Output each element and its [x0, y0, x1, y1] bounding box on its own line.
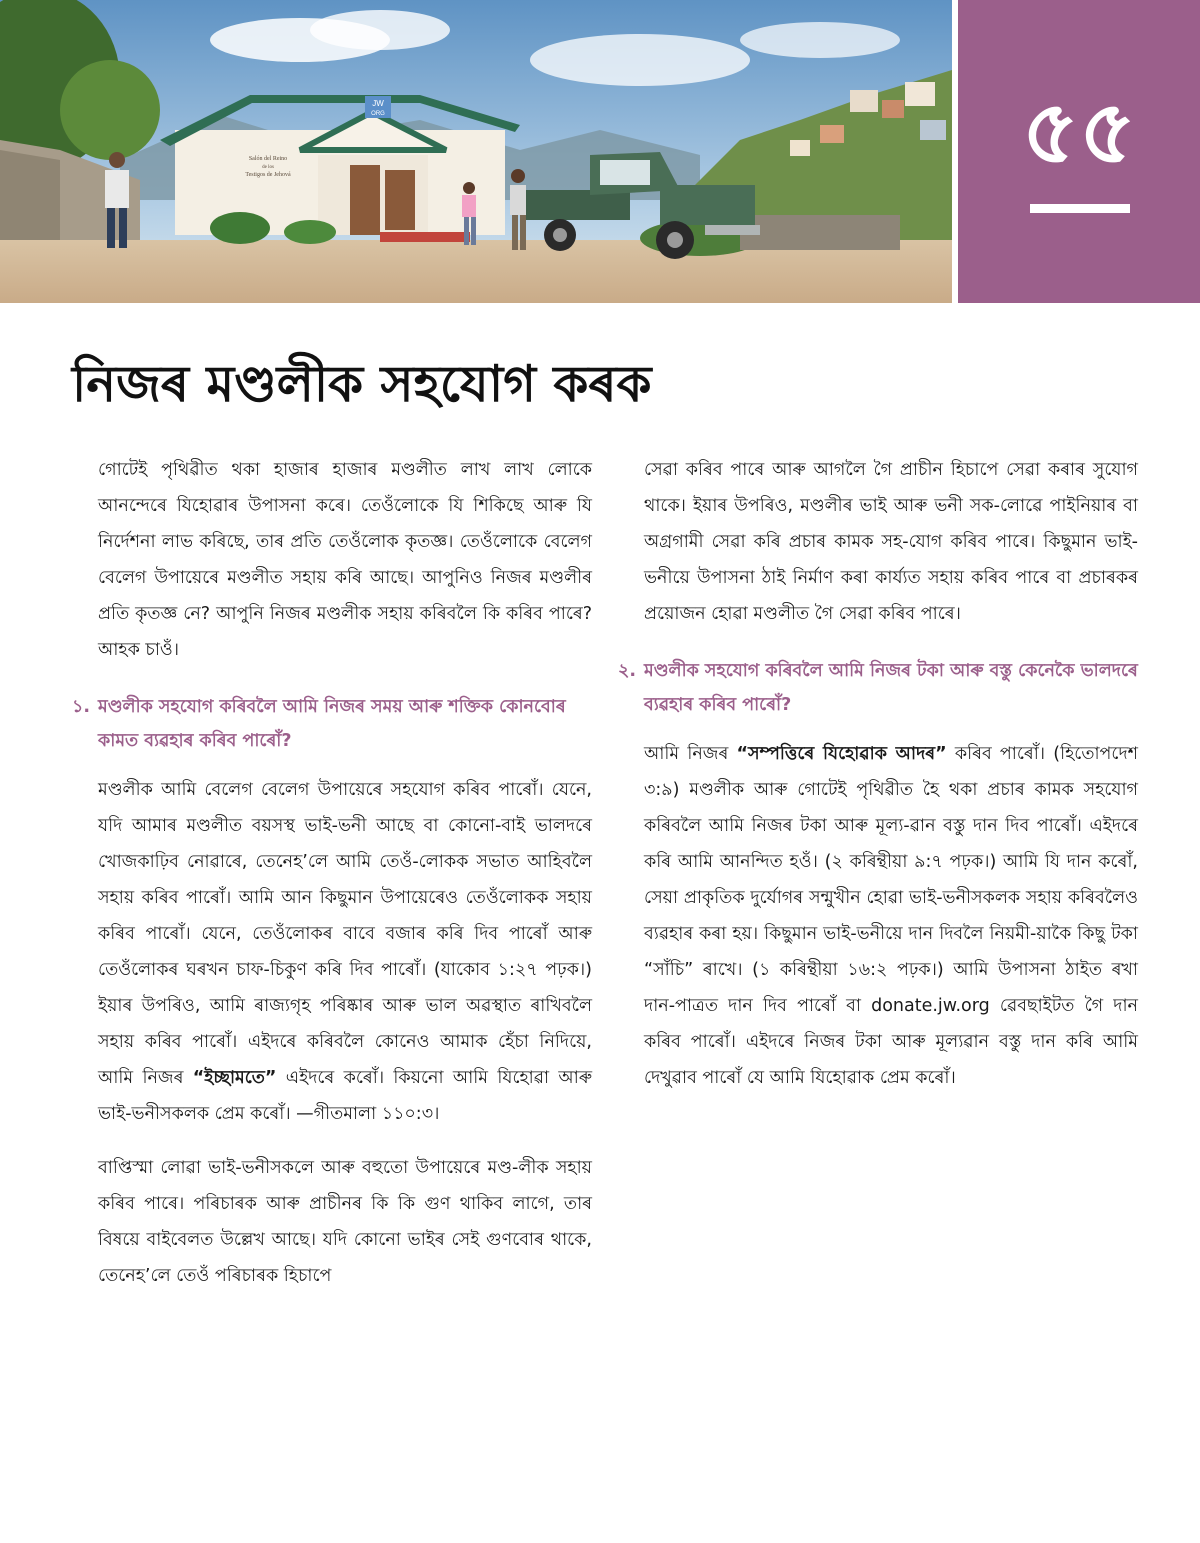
building-sign: Salón del Reino: [248, 156, 288, 162]
section-1-heading: [72, 690, 592, 758]
page-title: নিজৰ মণ্ডলীক সহযোগ কৰক: [72, 355, 652, 413]
lesson-number-underline: [1030, 204, 1130, 213]
emphasis-text: “সম্পত্তিৰে যিহোৱাক আদৰ”: [736, 744, 947, 764]
lesson-number-panel: [958, 0, 1200, 303]
right-column: [618, 452, 1138, 1114]
header-illustration: [0, 0, 952, 303]
continued-paragraph: সেৱা কৰিব পাৰে আৰু আগলৈ গৈ প্ৰাচীন হিচাপে সেৱা কৰাৰ সুযোগ থাকে। ইয়াৰ উপৰিও, মণ্ডলীৰ ভাই আৰু ভনী সক-লোৱে পাইনিয়াৰ বা অগ্ৰগামী সেৱা কৰি প্ৰচাৰ কামক সহ-যোগ কৰিব পাৰে। কিছুমান ভাই-ভনীয়ে উপাসনা ঠাই নিৰ্মাণ কৰা কাৰ্য্যত সহায় কৰিব পাৰে বা প্ৰচাৰকৰ প্ৰয়োজন হোৱা মণ্ডলীত গৈ সেৱা কৰিব পাৰে।: [644, 460, 1138, 624]
svg-text:Testigos de Jehová: Testigos de Jehová: [245, 172, 291, 178]
section-2-paragraph-1: আমি নিজৰ “সম্পত্তিৰে যিহোৱাক আদৰ” কৰিব পাৰোঁ। (হিতোপদেশ ৩:৯) মণ্ডলীক আৰু গোটেই পৃথিৱীত হৈ থকা প্ৰচাৰ কামক সহযোগ কৰিবলৈ আমি নিজৰ টকা আৰু মূল্য-ৱান বস্তু দান দিব পাৰোঁ। এইদৰে কৰি আমি আনন্দিত হওঁ। (২ কৰিন্থীয়া ৯:৭ পঢ়ক।) আমি যি দান কৰোঁ, সেয়া প্ৰাকৃতিক দুৰ্যোগৰ সন্মুখীন হোৱা ভাই-ভনীসকলক সহায় কৰিবলৈও ব্যৱহাৰ কৰা হয়। কিছুমান ভাই-ভনীয়ে দান দিবলৈ নিয়মী-য়াকৈ কিছু টকা “সাঁচি” ৰাখে। (১ কৰিন্থীয়া ১৬:২ পঢ়ক।) আমি উপাসনা ঠাইত ৰখা দান-পাত্ৰত দান দিব পাৰোঁ বা donate.jw.org ৱেবছাইটত গৈ দান কৰিব পাৰোঁ। এইদৰে নিজৰ টকা আৰু মূল্যৱান বস্তু দান কৰি আমি দেখুৱাব পাৰোঁ যে আমি যিহোৱাক প্ৰেম কৰোঁ।: [644, 744, 1138, 1088]
intro-paragraph: গোটেই পৃথিৱীত থকা হাজাৰ হাজাৰ মণ্ডলীত লাখ লাখ লোকে আনন্দেৰে যিহোৱাৰ উপাসনা কৰে। তেওঁলোকে যি শিকিছে আৰু যি নিৰ্দেশনা লাভ কৰিছে, তাৰ প্ৰতি তেওঁলোক কৃতজ্ঞ। তেওঁলোকে বেলেগ বেলেগ উপায়েৰে মণ্ডলীত সহায় কৰি আছে। আপুনিও নিজৰ মণ্ডলীৰ প্ৰতি কৃতজ্ঞ নে? আপুনি নিজৰ মণ্ডলীক সহায় কৰিবলৈ কি কৰিব পাৰে? আহক চাওঁ।: [98, 460, 592, 660]
section-2-heading: [618, 654, 1138, 722]
jw-org-logo: JW: [372, 99, 384, 108]
left-column: [72, 452, 592, 1312]
svg-text:ORG: ORG: [371, 111, 385, 117]
section-2-question: মণ্ডলীক সহযোগ কৰিবলৈ আমি নিজৰ টকা আৰু বস্তু কেনেকৈ ভালদৰে ব্যৱহাৰ কৰিব পাৰোঁ?: [644, 661, 1138, 715]
section-2-number: ২.: [618, 661, 637, 681]
lesson-number: ৫৫: [1021, 80, 1137, 183]
svg-text:de los: de los: [262, 165, 274, 170]
section-1-number: ১.: [72, 697, 91, 717]
section-1-question: মণ্ডলীক সহযোগ কৰিবলৈ আমি নিজৰ সময় আৰু শক্তিক কোনবোৰ কামত ব্যৱহাৰ কৰিব পাৰোঁ?: [98, 697, 566, 751]
section-1-paragraph-2: বাপ্তিস্মা লোৱা ভাই-ভনীসকলে আৰু বহুতো উপায়েৰে মণ্ড-লীক সহায় কৰিব পাৰে। পৰিচাৰক আৰু প্ৰাচীনৰ কি কি গুণ থাকিব লাগে, তাৰ বিষয়ে বাইবেলত উল্লেখ আছে। যদি কোনো ভাইৰ সেই গুণবোৰ থাকে, তেনেহ’লে তেওঁ পৰিচাৰক হিচাপে: [98, 1158, 592, 1286]
section-1-paragraph-1: মণ্ডলীক আমি বেলেগ বেলেগ উপায়েৰে সহযোগ কৰিব পাৰোঁ। যেনে, যদি আমাৰ মণ্ডলীত বয়সস্থ ভাই-ভনী আছে বা কোনো-বাই ভালদৰে খোজকাঢ়িব নোৱাৰে, তেনেহ’লে আমি তেওঁ-লোকক সভাত আহিবলৈ সহায় কৰিব পাৰোঁ। আমি আন কিছুমান উপায়েৰেও তেওঁলোকক সহায় কৰিব পাৰোঁ। যেনে, তেওঁলোকৰ বাবে বজাৰ কৰি দিব পাৰোঁ আৰু তেওঁলোকৰ ঘৰখন চাফ-চিকুণ কৰি দিব পাৰোঁ। (যাকোব ১:২৭ পঢ়ক।) ইয়াৰ উপৰিও, আমি ৰাজ্যগৃহ পৰিষ্কাৰ আৰু ভাল অৱস্থাত ৰাখিবলৈ সহায় কৰিব পাৰোঁ। এইদৰে কৰিবলৈ কোনেও আমাক হেঁচা নিদিয়ে, আমি নিজৰ “ইচ্ছামতে” এইদৰে কৰোঁ। কিয়নো আমি যিহোৱা আৰু ভাই-ভনীসকলক প্ৰেম কৰোঁ। —গীতমালা ১১০:৩।: [98, 780, 592, 1124]
emphasis-text: “ইচ্ছামতে”: [192, 1068, 277, 1088]
